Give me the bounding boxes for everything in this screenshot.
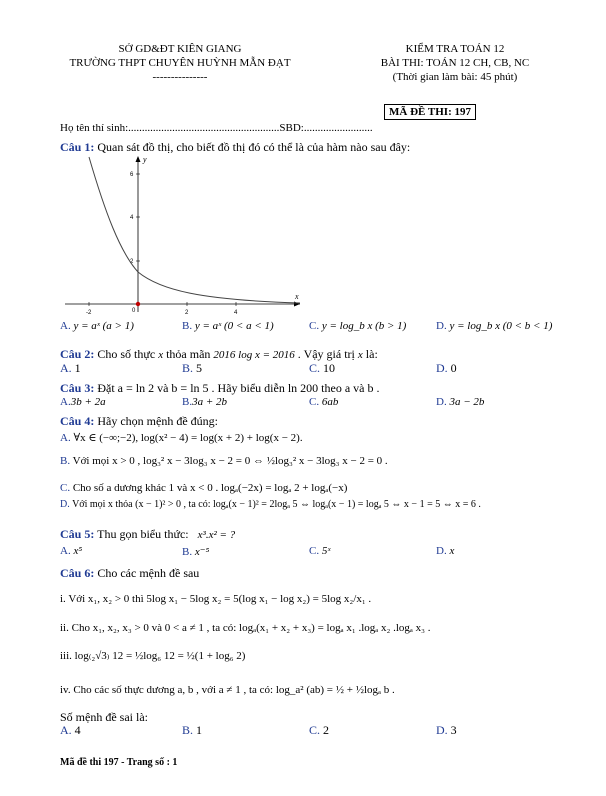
header-duration: (Thời gian làm bài: 45 phút): [392, 71, 518, 83]
x-tick-2: 2: [185, 310, 189, 314]
curve: [89, 157, 300, 303]
x-tick--2: -2: [86, 310, 92, 314]
q4-option-c: C. Cho số a dương khác 1 và x < 0 . logₐ(−2x) = logₐ 2 + logₐ(−x): [60, 482, 348, 494]
q1-option-c: C. y = log_b x (b > 1): [309, 320, 407, 332]
y-tick-6: 6: [130, 172, 134, 178]
question-2: Câu 2: Cho số thực x thỏa mãn 2016 log x = 2016 . Vậy giá trị x là:: [60, 347, 378, 361]
header-dept: SỞ GD&ĐT KIÊN GIANG: [118, 43, 242, 55]
q6-option-c: C. 2: [309, 723, 330, 737]
q1-graph: [60, 152, 305, 314]
header-dashes: ---------------: [152, 71, 208, 83]
x-axis-label: x: [295, 292, 299, 301]
q4-option-b: B. Với mọi x > 0 , log₃² x − 3log₃ x − 2 = 0 ⇔ ½log₃² x − 3log₃ x − 2 = 0 .: [60, 455, 388, 467]
q2-option-d: D. 0: [436, 361, 457, 375]
y-axis-label: y: [143, 155, 147, 164]
exam-code-box: MÃ ĐỀ THI: 197: [384, 104, 476, 120]
q6-statement-iii: iii. log₍₂√3₎ 12 = ½log₆ 12 = ½(1 + log₆ 2): [60, 650, 246, 662]
origin-point: [136, 302, 140, 306]
q6-option-a: A. 4: [60, 723, 81, 737]
header-school: TRƯỜNG THPT CHUYÊN HUỲNH MẪN ĐẠT: [69, 57, 291, 69]
q1-option-b: B. y = aˣ (0 < a < 1): [182, 320, 274, 332]
q6-statement-iv: iv. Cho các số thực dương a, b , với a ≠ 1 , ta có: log_a² (ab) = ½ + ½logₐ b .: [60, 684, 395, 696]
y-axis-arrow: [136, 156, 141, 162]
q5-option-d: D. x: [436, 545, 455, 557]
question-3: Câu 3: Đặt a = ln 2 và b = ln 5 . Hãy biểu diễn ln 200 theo a và b .: [60, 381, 380, 395]
q3-option-d: D. 3a − 2b: [436, 396, 485, 408]
question-6: Câu 6: Cho các mệnh đề sau: [60, 566, 200, 580]
student-info-line: Họ tên thí sinh:.......................................................SBD:.........................: [60, 122, 373, 134]
question-1-label: Câu 1:: [60, 140, 95, 154]
q4-option-d: D. Với mọi x thỏa (x − 1)² > 0 , ta có: logₐ(x − 1)² = 2logₐ 5 ⇔ logₐ(x − 1) = logₐ 5 ⇔ x − 1 = 5 ⇔ x = 6 .: [60, 499, 481, 510]
q1-option-d: D. y = log_b x (0 < b < 1): [436, 320, 553, 332]
question-4: Câu 4: Hãy chọn mệnh đề đúng:: [60, 414, 218, 428]
q2-option-c: C. 10: [309, 361, 336, 375]
q1-option-a: A. y = aˣ (a > 1): [60, 320, 134, 332]
q5-option-b: B. x⁻⁵: [182, 546, 210, 558]
q2-option-b: B. 5: [182, 361, 203, 375]
page-footer: Mã đề thi 197 - Trang số : 1: [60, 757, 178, 768]
q6-option-d: D. 3: [436, 723, 457, 737]
q5-option-a: A. x⁵: [60, 545, 83, 557]
header-exam-title: KIỂM TRA TOÁN 12: [405, 43, 505, 55]
y-tick-4: 4: [130, 215, 134, 221]
q6-statement-ii: ii. Cho x₁, x₂, x₃ > 0 và 0 < a ≠ 1 , ta có: logₐ(x₁ + x₂ + x₃) = logₐ x₁ .logₐ x₂ .logₐ x₃ .: [60, 622, 431, 634]
q6-option-b: B. 1: [182, 723, 203, 737]
x-axis-arrow: [294, 302, 300, 307]
question-5: Câu 5: Thu gọn biểu thức: x³.x² = ?: [60, 527, 236, 541]
q6-statement-i: i. Với x₁, x₂ > 0 thì 5log x₁ − 5log x₂ = 5(log x₁ − log x₂) = 5log x₂/x₁ .: [60, 593, 372, 605]
q6-question: Số mệnh đề sai là:: [60, 710, 148, 724]
question-1-text: Quan sát đồ thị, cho biết đồ thị đó có thể là của hàm nào sau đây:: [97, 140, 411, 154]
q3-option-a: A.3b + 2a: [60, 396, 106, 408]
q3-option-b: B.3a + 2b: [182, 396, 228, 408]
q2-option-a: A. 1: [60, 361, 81, 375]
y-tick-2: 2: [130, 259, 134, 265]
origin-label: 0: [132, 308, 136, 314]
header-subject: BÀI THI: TOÁN 12 CH, CB, NC: [380, 57, 530, 69]
q5-option-c: C. 5ˣ: [309, 545, 331, 557]
q4-option-a: A. ∀x ∈ (−∞;−2), log(x² − 4) = log(x + 2) + log(x − 2).: [60, 432, 303, 444]
q3-option-c: C. 6ab: [309, 396, 339, 408]
x-tick-4: 4: [234, 310, 238, 314]
